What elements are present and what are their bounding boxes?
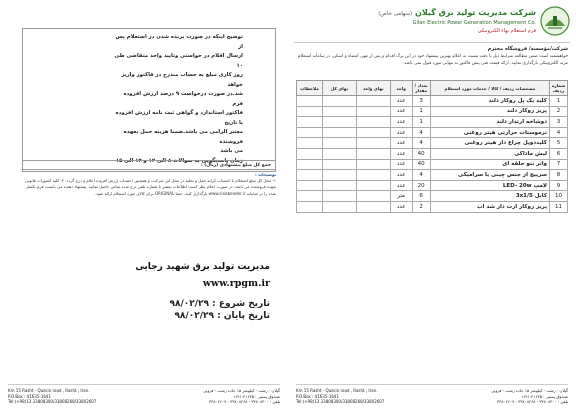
cell-total-price[interactable] [323,106,357,117]
table-row [297,127,568,138]
start-date: تاریخ شروع : ۹۸/۰۲/۲۹ [169,299,270,309]
table-row [297,138,568,149]
cell-total-price[interactable] [323,201,357,212]
cell-unit: عدد [390,106,412,117]
note-line: شد.در صورت درخواست ۹ درصد ارزش افزوده فرم [123,91,243,107]
cell-notes[interactable] [297,117,323,128]
cell-row-no: 2 [550,106,568,117]
cell-row-no: 1 [550,96,568,107]
cell-quantity: 20 [412,180,430,191]
cell-description: کابل 3x1/5 [430,191,549,202]
terms-title: توضیحات : [255,172,276,177]
cell-row-no: 10 [550,191,568,202]
address-en: Km 15 Rasht - Qazvin road , Rasht , Iran. P.O.Box : 41635-1641 Tel:(+98)13 33808300/33808268/33802607 [296,388,385,405]
cell-description: ترموستات حرارتی هیتر روغنی [430,127,549,138]
cell-unit: عدد [390,148,412,159]
cell-description: پریز روکار ارت دار شد اب [430,201,549,212]
intro-text: خواهشمند است ضمن مطالعه شرایط ذیل با دقت نسبت به اعلام بهترین پیشنهاد خود در این برگ اقدام و پس از مهر، امضاء و اسکن، در سامانه استعلام مزید الکترونیکی بارگذاری نمایید. ارائه قیمت فنی پیش فاکتور به تنهایی مورد قبول نمی باشد. [297,54,568,66]
cell-quantity: 3 [412,96,430,107]
note-line: معتبر الزامی می باشد.ضمنا هزینه حمل بعهده فروشنده [123,129,243,145]
cell-unit: متر [390,191,412,202]
cell-unit-price[interactable] [356,201,390,212]
cell-unit: عدد [390,138,412,149]
cell-quantity: 40 [412,148,430,159]
table-row [297,201,568,212]
cell-unit: عدد [390,170,412,181]
cell-total-price[interactable] [323,180,357,191]
cell-unit-price[interactable] [356,191,390,202]
cell-unit-price[interactable] [356,96,390,107]
table-row [297,96,568,107]
cell-description: سرپیچ از جنس چینی یا سرامیکی [430,170,549,181]
cell-unit-price[interactable] [356,159,390,170]
cell-unit-price[interactable] [356,148,390,159]
note-line: روز کاری مبلغ به حساب مندرج در فاکتور واریز خواهد [121,72,243,88]
cell-description: لیش ماداکی [430,148,549,159]
table-row [297,180,568,191]
note-line: زمان پاسخگویی به سوالات ۸ الی ۱۲ و ۱۳ الی ۱۵ [115,157,243,164]
cell-unit-price[interactable] [356,180,390,191]
header-divider [294,42,570,43]
header [294,6,570,40]
cell-quantity: 4 [412,127,430,138]
cell-description: لامپ LED- 20w [430,180,549,191]
cell-row-no: 11 [550,201,568,212]
notes-text [113,33,243,166]
cell-notes[interactable] [297,96,323,107]
cell-unit-price[interactable] [356,138,390,149]
company-name-fa: شرکت مدیریت تولید برق گیلان (سهامی خاص) [378,8,536,17]
address-en: Km 15 Rasht - Qazvin road , Rasht , Iran. P.O.Box : 41635-1641 Tel:(+98)13 33808300/33808268/33802607 [8,388,97,405]
cell-row-no: 6 [550,148,568,159]
cell-total-price[interactable] [323,170,357,181]
col-header-quantity: تعداد / مقدار [412,81,430,96]
cell-quantity: 6 [412,191,430,202]
cell-total-price[interactable] [323,96,357,107]
address-fa: گیلان - رشت - کیلومتر ۱۵ جاده رشت - قزوین صندوق پستی : ۴۱۶۳۵-۱۶۴۱ تلفن : ۳۳۸۰۸۳۰۰ - ۳۳۸۰۸۲۶۸ - ۳۳۸۰۲۶۰۷ [203,388,280,405]
cell-unit-price[interactable] [356,127,390,138]
cell-total-price[interactable] [323,117,357,128]
page-1 [288,0,576,416]
note-line: فاکتور استاندارد و گواهی ثبت نامه ارزش افزوده با تاریخ [115,110,243,126]
col-header-unit-price: بهای واحد [356,81,390,96]
cell-row-no: 7 [550,159,568,170]
table-row [297,159,568,170]
cell-description: کلیددوپل چراغ دار هیتر روغنی [430,138,549,149]
cell-quantity: 4 [412,170,430,181]
table-header-row [297,81,568,96]
total-amount-row: جمع کل مبلغ پیشنهادی (ریال) : [22,160,276,170]
note-line: توضیح اینکه در صورت برنده شدن در استعلام پس از [115,34,243,50]
cell-quantity: 2 [412,201,430,212]
col-header-row-no: شماره ردیف [550,81,568,96]
recipient-line: شرکت/مؤسسه/ فروشگاه محترم [487,46,568,52]
cell-notes[interactable] [297,106,323,117]
cell-unit: عدد [390,117,412,128]
terms-body: ۱- محل کل مبلغ استعلام با احتساب کرایه حمل و تخلیه در محل این شرکت، و همچنین احتساب ارزش افزوده اعلام و درج گردد. ۲- کلیه کسورات قانونی بعهده فروشنده می باشد. در صورت اعلام نظر کسب اطلاعات بیشتر با شماره تلفن درج شده تماس حاصل نمایید. پیشنهاد دهنده می بایست فرم تکمیل شده را در سامانه www.sinabender.ir بارگذاری کنید. حتما ORIGINAL برای کالای مورد استعلام ارائه شود. [24,178,276,196]
cell-total-price[interactable] [323,148,357,159]
form-label: فرم استعلام بهاء الکترونیکی [477,28,536,34]
cell-unit: عدد [390,180,412,191]
cell-unit: عدد [390,159,412,170]
cell-total-price[interactable] [323,127,357,138]
cell-quantity: 4 [412,138,430,149]
cell-total-price[interactable] [323,138,357,149]
col-header-unit: واحد [390,81,412,96]
cell-unit-price[interactable] [356,117,390,128]
cell-notes[interactable] [297,170,323,181]
note-line: می باشد [220,148,243,154]
cell-row-no: 9 [550,180,568,191]
terms-text [22,172,276,197]
cell-description: واتر نتو حلقه ای [430,159,549,170]
note-line: ارسال اقلام در خواستی وتایید واحد متقاضی طی ۱۰ [114,53,243,69]
col-header-description: مشخصات ردیف / کالا / خدمات مورد استعلام [430,81,549,96]
signature-block [130,262,270,321]
cell-quantity: 1 [412,106,430,117]
items-table [296,80,568,213]
col-header-notes: ملاحظات [297,81,323,96]
cell-notes[interactable] [297,191,323,202]
cell-total-price[interactable] [323,159,357,170]
notes-box [22,28,276,172]
cell-row-no: 8 [550,170,568,181]
company-logo-icon [540,6,570,36]
cell-description: دوشاخه ارتدار دلند [430,117,549,128]
plant-name: مدیریت تولید برق شهید رجایی [135,262,270,272]
cell-unit-price[interactable] [356,170,390,181]
cell-unit: عدد [390,127,412,138]
cell-unit: عدد [390,96,412,107]
cell-notes[interactable] [297,201,323,212]
cell-row-no: 4 [550,127,568,138]
end-date: تاریخ پایان : ۹۸/۰۲/۲۹ [174,311,270,321]
company-name-en: Gilan Electric Power Generation Management Co. [412,20,536,26]
cell-notes[interactable] [297,159,323,170]
address-footer [296,384,568,408]
table-row [297,148,568,159]
website-link[interactable]: www.rpgm.ir [202,278,270,289]
cell-description: پریز روکار دلند [430,106,549,117]
cell-notes[interactable] [297,138,323,149]
cell-total-price[interactable] [323,191,357,202]
cell-description: کلید یک پل روکار دلند [430,96,549,107]
cell-notes[interactable] [297,180,323,191]
cell-row-no: 5 [550,138,568,149]
cell-unit-price[interactable] [356,106,390,117]
address-fa: گیلان - رشت - کیلومتر ۱۵ جاده رشت - قزوین صندوق پستی : ۴۱۶۳۵-۱۶۴۱ تلفن : ۳۳۸۰۸۳۰۰ - ۳۳۸۰۸۲۶۸ - ۳۳۸۰۲۶۰۷ [491,388,568,405]
table-row [297,117,568,128]
table-row [297,170,568,181]
table-row [297,106,568,117]
address-footer [8,384,280,408]
table-row [297,191,568,202]
cell-notes[interactable] [297,148,323,159]
cell-quantity: 40 [412,159,430,170]
cell-quantity: 1 [412,117,430,128]
cell-row-no: 3 [550,117,568,128]
cell-unit: عدد [390,201,412,212]
col-header-total-price: بهای کل [323,81,357,96]
cell-notes[interactable] [297,127,323,138]
